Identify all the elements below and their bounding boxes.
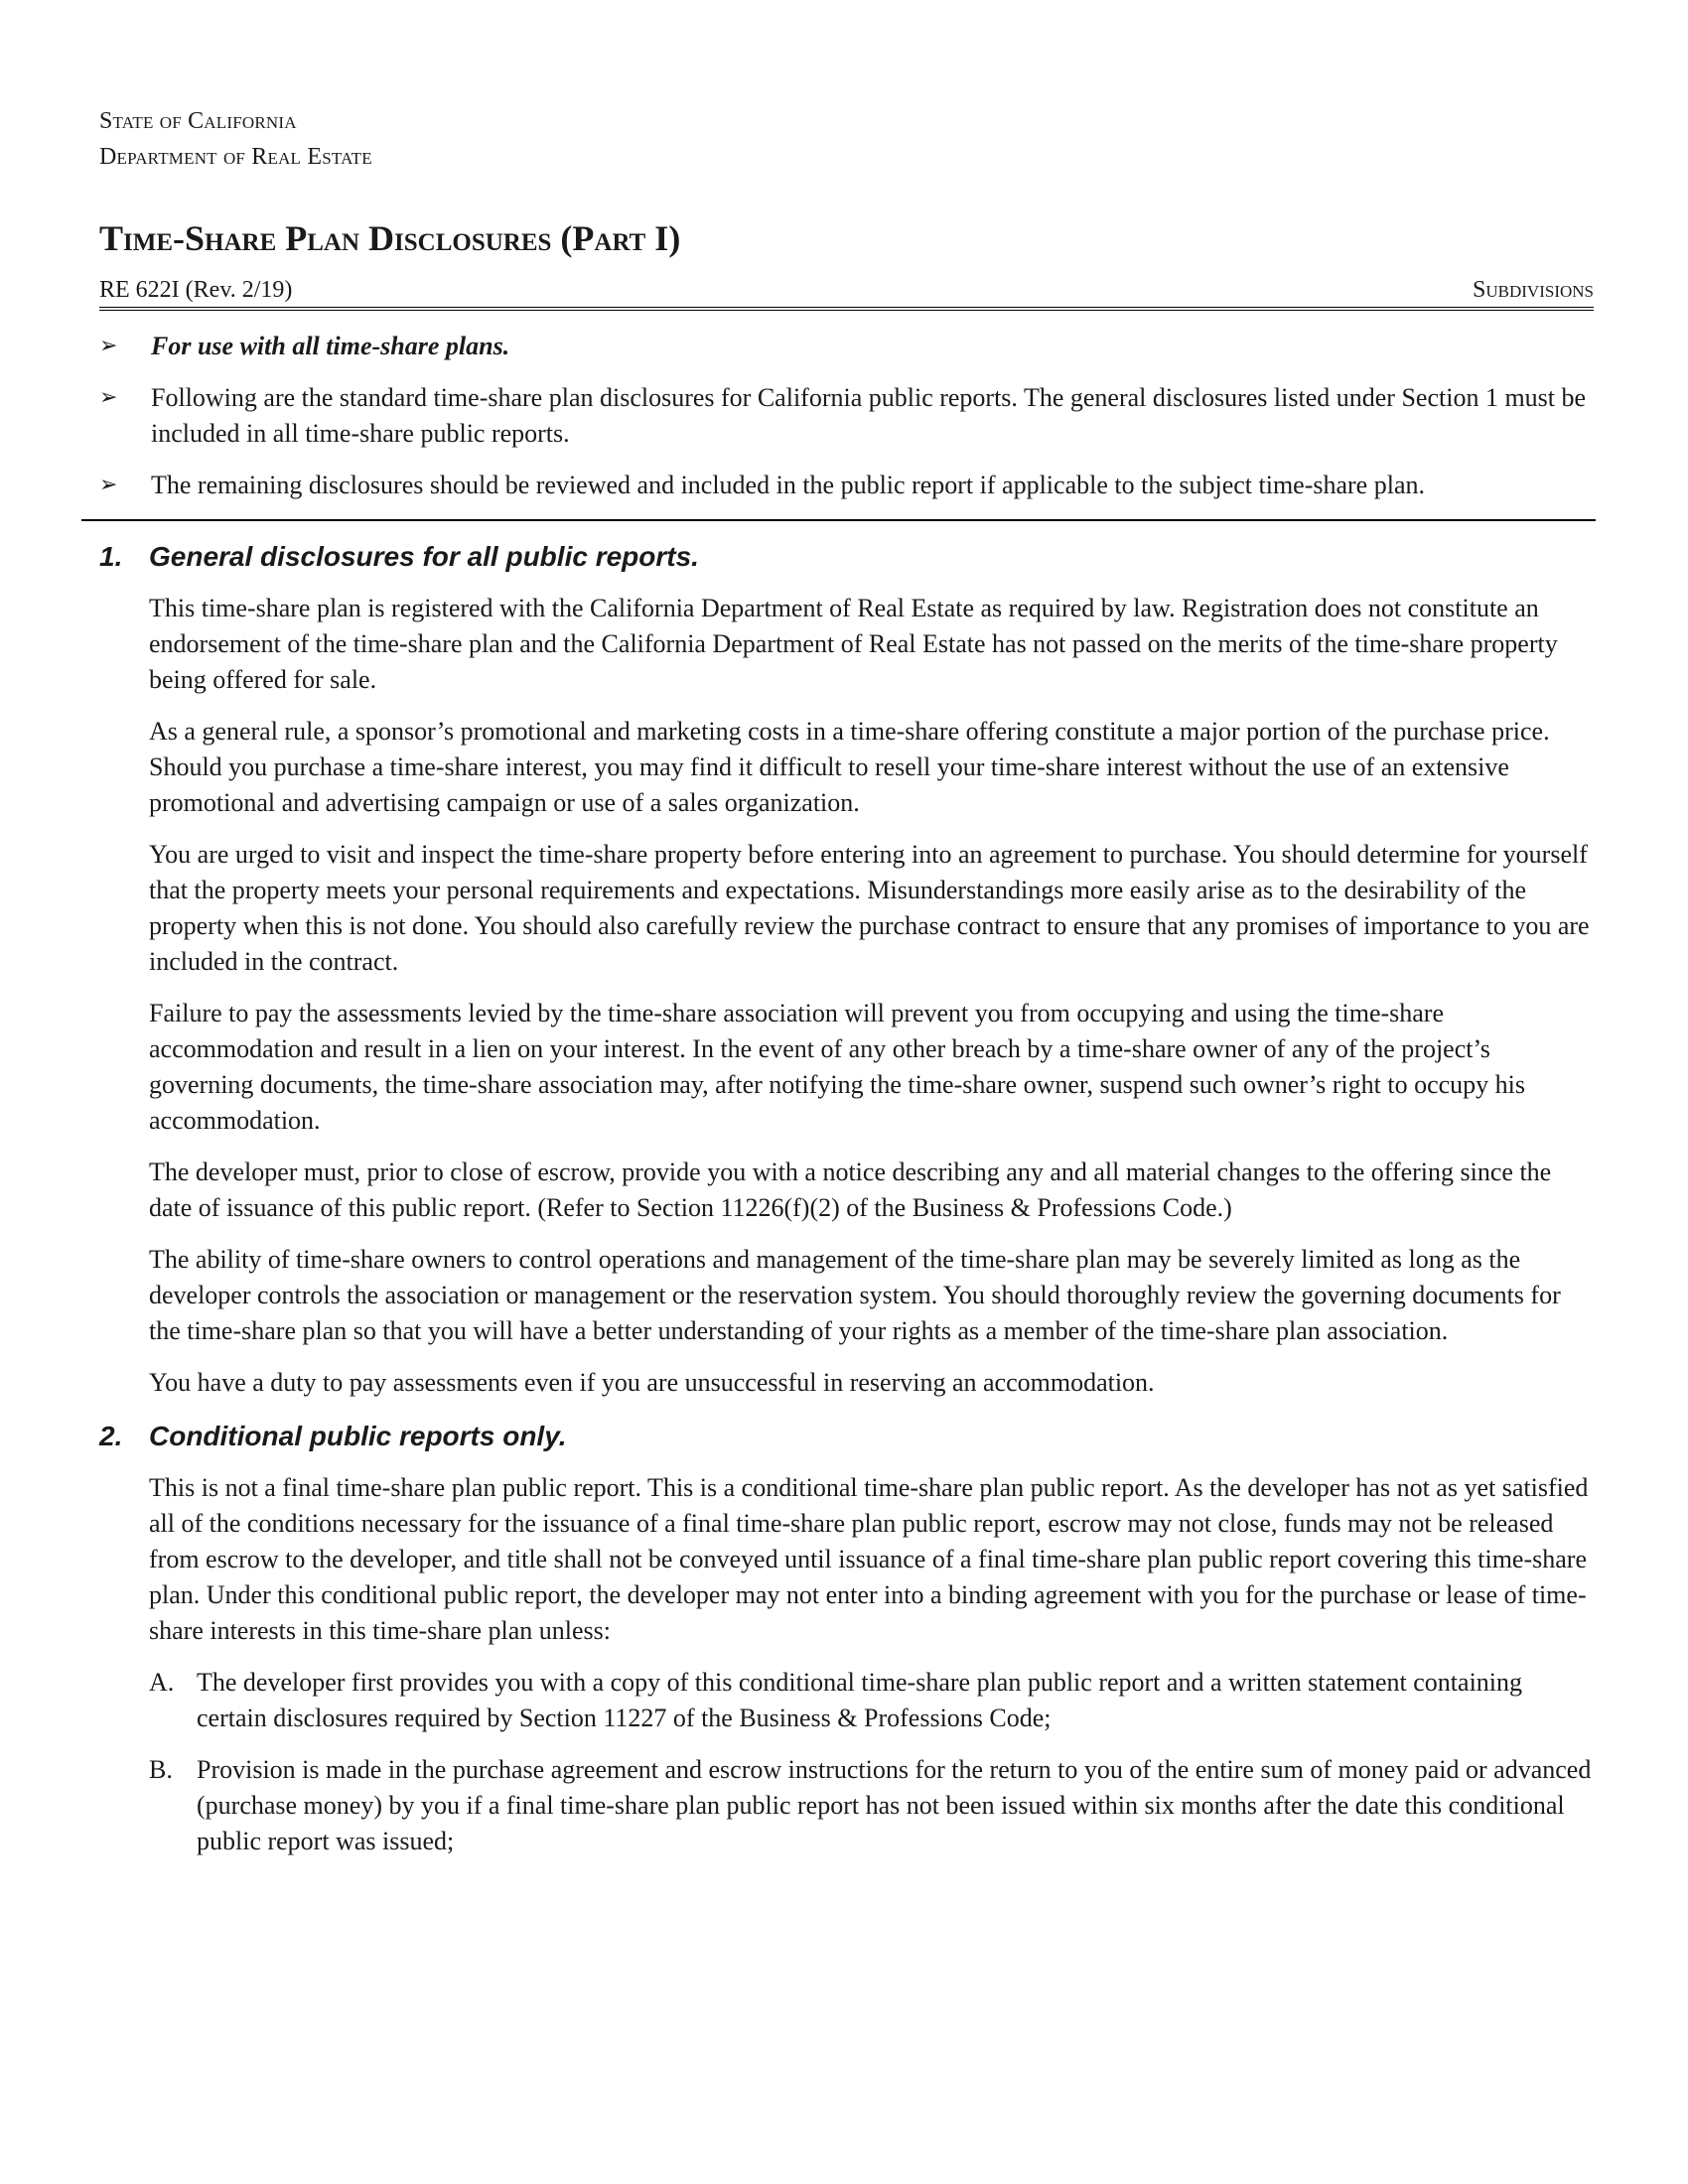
agency-header xyxy=(99,103,1594,175)
document-title: Time-Share Plan Disclosures (Part I) xyxy=(99,218,681,258)
arrow-bullet-icon: ➢ xyxy=(99,385,118,410)
paragraph: You are urged to visit and inspect the time-share property before entering into an agreement to purchase. You should determine for yourself that the property meets your personal requirements and expectations. Misunderstandings more easily arise as to the desirability of the property when this is not done. You should also carefully review the purchase contract to ensure that any promises of importance to you are included in the contract. xyxy=(149,840,1590,976)
intro-note-text: The remaining disclosures should be reviewed and included in the public report if applicable to the subject time-share plan. xyxy=(151,471,1425,499)
section-number: 1. xyxy=(99,541,123,572)
list-item-letter: B. xyxy=(149,1755,173,1784)
section-heading xyxy=(99,1419,1594,1454)
arrow-bullet-icon: ➢ xyxy=(99,473,118,497)
paragraph: Failure to pay the assessments levied by the time-share association will prevent you from occupying and using the time-share accommodation and result in a lien on your interest. In the event of any other breach by a time-share owner of any of the project’s governing documents, the time-share association may, after notifying the time-share owner, suspend such owner’s right to occupy his accommodation. xyxy=(149,999,1525,1135)
intro-note xyxy=(99,468,1594,503)
agency-department: Department of Real Estate xyxy=(99,144,372,170)
list-item-text: Provision is made in the purchase agreement and escrow instructions for the return to you of the entire sum of money paid or advanced (purchase money) by you if a final time-share plan public report has not been issued within six months after the date this conditional public report was issued; xyxy=(197,1755,1592,1855)
paragraph: This time-share plan is registered with the California Department of Real Estate as required by law. Registration does not constitute an endorsement of the time-share plan and the California Department of Real Estate has not passed on the merits of the time-share property being offered for sale. xyxy=(149,594,1558,694)
section-title: Conditional public reports only. xyxy=(149,1421,567,1451)
paragraph: This is not a final time-share plan public report. This is a conditional time-share plan public report. As the developer has not as yet satisfied all of the conditions necessary for the issuance of a final time-share plan public report, escrow may not close, funds may not be released from escrow to the developer, and title shall not be conveyed until issuance of a final time-share plan public report covering this time-share plan. Under this conditional public report, the developer may not enter into a binding agreement with you for the purchase or lease of time-share interests in this time-share plan unless: xyxy=(149,1473,1589,1645)
section-conditional-reports xyxy=(99,1419,1594,1859)
list-item xyxy=(149,1752,1594,1859)
intro-note xyxy=(99,329,1594,364)
division-label: Subdivisions xyxy=(1473,277,1594,303)
intro-note xyxy=(99,380,1594,452)
intro-note-text: For use with all time-share plans. xyxy=(151,332,510,360)
paragraph: The developer must, prior to close of escrow, provide you with a notice describing any and all material changes to the offering since the date of issuance of this public report. (Refer to Section 11226(f)(2) of the Business & Professions Code.) xyxy=(149,1158,1552,1222)
document-page xyxy=(99,103,1594,1859)
intro-notes xyxy=(99,329,1594,503)
section-title: General disclosures for all public reports. xyxy=(149,541,699,572)
section-heading xyxy=(99,539,1594,575)
form-number: RE 622I (Rev. 2/19) xyxy=(99,277,293,303)
list-item-letter: A. xyxy=(149,1668,175,1697)
section-number: 2. xyxy=(99,1421,123,1451)
agency-state: State of California xyxy=(99,108,297,134)
paragraph: The ability of time-share owners to control operations and management of the time-share plan may be severely limited as long as the developer controls the association or management or the reservation system. You should thoroughly review the governing documents for the time-share plan so that you will have a better understanding of your rights as a member of the time-share plan association. xyxy=(149,1245,1561,1345)
intro-note-text: Following are the standard time-share plan disclosures for California public reports. The general disclosures listed under Section 1 must be included in all time-share public reports. xyxy=(151,383,1587,448)
list-item xyxy=(149,1665,1594,1736)
form-info-row xyxy=(99,276,1594,311)
section-general-disclosures xyxy=(99,539,1594,1401)
list-item-text: The developer first provides you with a copy of this conditional time-share plan public report and a written statement containing certain disclosures required by Section 11227 of the Business & Professions Code; xyxy=(197,1668,1523,1732)
arrow-bullet-icon: ➢ xyxy=(99,334,118,358)
section-divider xyxy=(81,519,1596,521)
paragraph: You have a duty to pay assessments even if you are unsuccessful in reserving an accommodation. xyxy=(149,1368,1155,1397)
paragraph: As a general rule, a sponsor’s promotional and marketing costs in a time-share offering constitute a major portion of the purchase price. Should you purchase a time-share interest, you may find it difficult to resell your time-share interest without the use of an extensive promotional and advertising campaign or use of a sales organization. xyxy=(149,717,1550,817)
